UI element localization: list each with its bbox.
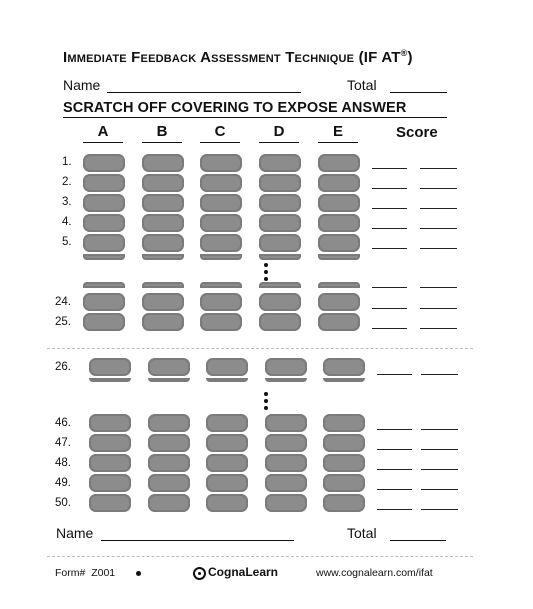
ellipsis-icon bbox=[264, 392, 268, 413]
form-title: Immediate Feedback Assessment Technique (IF AT®) bbox=[63, 48, 413, 66]
scratch-cell-24a[interactable] bbox=[83, 293, 125, 311]
score-line[interactable] bbox=[377, 469, 412, 470]
scratch-cell-partial bbox=[206, 378, 248, 382]
row-number: 5. bbox=[62, 236, 72, 248]
scratch-cell-26a[interactable] bbox=[89, 358, 131, 376]
scratch-cell-46e[interactable] bbox=[323, 414, 365, 432]
scratch-cell-50c[interactable] bbox=[206, 494, 248, 512]
scratch-cell-4b[interactable] bbox=[142, 214, 184, 232]
column-underline bbox=[83, 142, 123, 143]
name-label: Name bbox=[63, 77, 101, 93]
scratch-cell-1b[interactable] bbox=[142, 154, 184, 172]
scratch-cell-3e[interactable] bbox=[318, 194, 360, 212]
scratch-cell-46b[interactable] bbox=[148, 414, 190, 432]
score-line[interactable] bbox=[420, 228, 457, 229]
scratch-cell-25d[interactable] bbox=[259, 313, 301, 331]
scratch-cell-4e[interactable] bbox=[318, 214, 360, 232]
scratch-cell-50d[interactable] bbox=[265, 494, 307, 512]
form-number: Form# Z001 bbox=[55, 567, 116, 579]
scratch-cell-1c[interactable] bbox=[200, 154, 242, 172]
row-number: 26. bbox=[55, 361, 71, 373]
scratch-cell-46c[interactable] bbox=[206, 414, 248, 432]
scratch-cell-2b[interactable] bbox=[142, 174, 184, 192]
score-line[interactable] bbox=[421, 489, 458, 490]
score-line[interactable] bbox=[377, 429, 412, 430]
scratch-cell-partial bbox=[318, 282, 360, 288]
banner-underline bbox=[63, 117, 447, 118]
column-underline bbox=[142, 142, 182, 143]
scratch-cell-24e[interactable] bbox=[318, 293, 360, 311]
brand-logo: CognaLearn bbox=[193, 565, 278, 580]
score-line[interactable] bbox=[372, 287, 407, 288]
scratch-cell-2d[interactable] bbox=[259, 174, 301, 192]
score-line[interactable] bbox=[420, 188, 457, 189]
bottom-total-field[interactable] bbox=[390, 540, 446, 541]
scratch-cell-5c[interactable] bbox=[200, 234, 242, 252]
column-header-a: A bbox=[97, 123, 109, 140]
scratch-cell-25e[interactable] bbox=[318, 313, 360, 331]
column-header-b: B bbox=[156, 123, 168, 140]
row-number: 25. bbox=[55, 316, 71, 328]
ellipsis-icon bbox=[264, 263, 268, 284]
scratch-cell-48a[interactable] bbox=[89, 454, 131, 472]
column-underline bbox=[318, 142, 358, 143]
score-line[interactable] bbox=[377, 509, 412, 510]
score-line[interactable] bbox=[372, 228, 407, 229]
scratch-cell-26c[interactable] bbox=[206, 358, 248, 376]
scratch-cell-partial bbox=[148, 378, 190, 382]
scratch-cell-49b[interactable] bbox=[148, 474, 190, 492]
scratch-cell-50b[interactable] bbox=[148, 494, 190, 512]
column-header-e: E bbox=[332, 123, 343, 140]
row-number: 49. bbox=[55, 477, 71, 489]
instruction-banner: SCRATCH OFF COVERING TO EXPOSE ANSWER bbox=[63, 100, 407, 116]
scratch-cell-46d[interactable] bbox=[265, 414, 307, 432]
scratch-cell-3c[interactable] bbox=[200, 194, 242, 212]
score-line[interactable] bbox=[421, 429, 458, 430]
score-line[interactable] bbox=[421, 509, 458, 510]
cognalearn-logo-icon bbox=[193, 567, 206, 580]
scratch-cell-5d[interactable] bbox=[259, 234, 301, 252]
scratch-cell-50e[interactable] bbox=[323, 494, 365, 512]
scratch-cell-26b[interactable] bbox=[148, 358, 190, 376]
scratch-cell-partial bbox=[259, 282, 301, 288]
score-line[interactable] bbox=[420, 287, 457, 288]
scratch-cell-2a[interactable] bbox=[83, 174, 125, 192]
scratch-cell-partial bbox=[83, 254, 125, 260]
bottom-name-field[interactable] bbox=[101, 540, 294, 541]
scratch-cell-49d[interactable] bbox=[265, 474, 307, 492]
score-line[interactable] bbox=[377, 489, 412, 490]
score-line[interactable] bbox=[420, 248, 457, 249]
score-line[interactable] bbox=[420, 308, 457, 309]
score-line[interactable] bbox=[372, 308, 407, 309]
scratch-cell-partial bbox=[142, 282, 184, 288]
column-underline bbox=[259, 142, 299, 143]
scratch-cell-24b[interactable] bbox=[142, 293, 184, 311]
bottom-name-label: Name bbox=[56, 525, 94, 541]
scratch-cell-48e[interactable] bbox=[323, 454, 365, 472]
scratch-cell-5a[interactable] bbox=[83, 234, 125, 252]
row-number: 50. bbox=[55, 497, 71, 509]
name-field[interactable] bbox=[107, 92, 301, 93]
scratch-cell-48b[interactable] bbox=[148, 454, 190, 472]
score-line[interactable] bbox=[377, 374, 412, 375]
scratch-cell-2e[interactable] bbox=[318, 174, 360, 192]
scratch-cell-24d[interactable] bbox=[259, 293, 301, 311]
scratch-cell-48c[interactable] bbox=[206, 454, 248, 472]
bullet-icon bbox=[136, 571, 141, 576]
scratch-cell-49e[interactable] bbox=[323, 474, 365, 492]
row-number: 46. bbox=[55, 417, 71, 429]
score-line[interactable] bbox=[420, 328, 457, 329]
scratch-cell-4d[interactable] bbox=[259, 214, 301, 232]
score-line[interactable] bbox=[372, 168, 407, 169]
total-label: Total bbox=[347, 77, 377, 93]
column-header-d: D bbox=[273, 123, 285, 140]
score-line[interactable] bbox=[372, 208, 407, 209]
scratch-cell-47d[interactable] bbox=[265, 434, 307, 452]
column-header-c: C bbox=[214, 123, 226, 140]
score-line[interactable] bbox=[372, 248, 407, 249]
scratch-cell-3b[interactable] bbox=[142, 194, 184, 212]
scratch-cell-1e[interactable] bbox=[318, 154, 360, 172]
bottom-total-label: Total bbox=[347, 525, 377, 541]
row-number: 1. bbox=[62, 156, 72, 168]
scratch-cell-5e[interactable] bbox=[318, 234, 360, 252]
scratch-cell-partial bbox=[200, 282, 242, 288]
scratch-cell-47c[interactable] bbox=[206, 434, 248, 452]
website-url: www.cognalearn.com/ifat bbox=[316, 567, 433, 579]
score-line[interactable] bbox=[420, 168, 457, 169]
scratch-cell-partial bbox=[142, 254, 184, 260]
footer-separator bbox=[47, 556, 473, 557]
scratch-cell-50a[interactable] bbox=[89, 494, 131, 512]
scratch-cell-49a[interactable] bbox=[89, 474, 131, 492]
row-number: 47. bbox=[55, 437, 71, 449]
scratch-cell-1a[interactable] bbox=[83, 154, 125, 172]
score-header: Score bbox=[396, 124, 438, 141]
scratch-cell-partial bbox=[265, 378, 307, 382]
score-line[interactable] bbox=[377, 449, 412, 450]
row-number: 48. bbox=[55, 457, 71, 469]
score-line[interactable] bbox=[421, 449, 458, 450]
score-line[interactable] bbox=[372, 328, 407, 329]
row-number: 3. bbox=[62, 196, 72, 208]
scratch-cell-26d[interactable] bbox=[265, 358, 307, 376]
scratch-cell-4a[interactable] bbox=[83, 214, 125, 232]
scratch-cell-partial bbox=[83, 282, 125, 288]
scratch-cell-2c[interactable] bbox=[200, 174, 242, 192]
scratch-cell-25b[interactable] bbox=[142, 313, 184, 331]
scratch-cell-25a[interactable] bbox=[83, 313, 125, 331]
total-field[interactable] bbox=[390, 92, 447, 93]
scratch-cell-46a[interactable] bbox=[89, 414, 131, 432]
scratch-cell-5b[interactable] bbox=[142, 234, 184, 252]
scratch-cell-47a[interactable] bbox=[89, 434, 131, 452]
scratch-cell-partial bbox=[89, 378, 131, 382]
row-number: 2. bbox=[62, 176, 72, 188]
scratch-cell-4c[interactable] bbox=[200, 214, 242, 232]
scratch-cell-26e[interactable] bbox=[323, 358, 365, 376]
scratch-cell-partial bbox=[200, 254, 242, 260]
scratch-cell-1d[interactable] bbox=[259, 154, 301, 172]
scratch-cell-24c[interactable] bbox=[200, 293, 242, 311]
row-number: 4. bbox=[62, 216, 72, 228]
score-line[interactable] bbox=[421, 469, 458, 470]
score-line[interactable] bbox=[372, 188, 407, 189]
scratch-cell-48d[interactable] bbox=[265, 454, 307, 472]
score-line[interactable] bbox=[420, 208, 457, 209]
scratch-cell-49c[interactable] bbox=[206, 474, 248, 492]
scratch-cell-partial bbox=[259, 254, 301, 260]
row-number: 24. bbox=[55, 296, 71, 308]
scratch-cell-25c[interactable] bbox=[200, 313, 242, 331]
scratch-cell-47e[interactable] bbox=[323, 434, 365, 452]
scratch-cell-partial bbox=[323, 378, 365, 382]
fold-separator bbox=[47, 348, 473, 349]
scratch-cell-3d[interactable] bbox=[259, 194, 301, 212]
scratch-cell-47b[interactable] bbox=[148, 434, 190, 452]
column-underline bbox=[200, 142, 240, 143]
scratch-cell-partial bbox=[318, 254, 360, 260]
score-line[interactable] bbox=[421, 374, 458, 375]
scratch-cell-3a[interactable] bbox=[83, 194, 125, 212]
